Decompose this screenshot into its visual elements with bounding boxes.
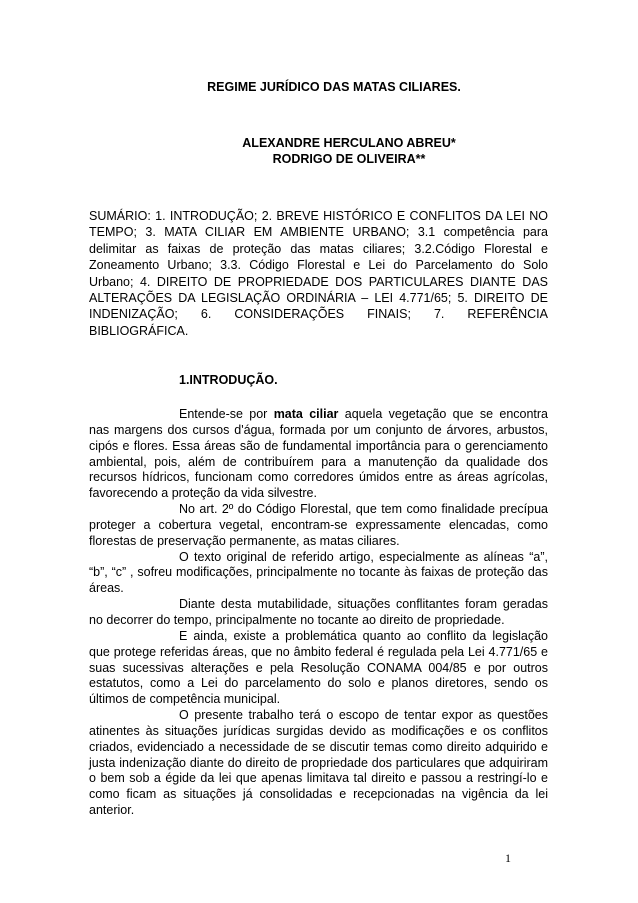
paragraph: No art. 2º do Código Florestal, que tem como finalidade precípua proteger a cobertura vegetal, encontram-se expressamente elencadas, como florestas de preservação permanente, as matas ciliares. bbox=[89, 502, 548, 548]
paragraph-text: aquela vegetação que se encontra nas margens dos cursos d'água, formada por um conjunto de árvores, arbustos, cipós e flores. Essa áreas são de fundamental importância para o gerenciamento ambiental, pois, além de contribuírem para a manutenção da qualidade dos recursos hídricos, funcionam como corredores úmidos entre as áreas agrícolas, favorecendo a proteção da vida silvestre. bbox=[89, 407, 549, 501]
author-list bbox=[0, 135, 638, 167]
paragraph: Diante desta mutabilidade, situações conflitantes foram geradas no decorrer do tempo, principalmente no tocante ao direito de propriedade. bbox=[89, 597, 548, 627]
paragraph: O texto original de referido artigo, especialmente as alíneas “a”, “b”, “c” , sofreu modificações, principalmente no tocante às faixas de proteção das áreas. bbox=[89, 549, 548, 596]
page-number: 1 bbox=[505, 851, 511, 865]
body-text bbox=[89, 407, 548, 819]
document-title: REGIME JURÍDICO DAS MATAS CILIARES. bbox=[207, 80, 461, 94]
emphasized-term: mata ciliar bbox=[273, 407, 339, 421]
author-name: RODRIGO DE OLIVEIRA** bbox=[272, 152, 426, 166]
author-name: ALEXANDRE HERCULANO ABREU* bbox=[242, 136, 456, 150]
section-heading: 1.INTRODUÇÃO. bbox=[179, 373, 278, 387]
summary-paragraph: SUMÁRIO: 1. INTRODUÇÃO; 2. BREVE HISTÓRICO E CONFLITOS DA LEI NO TEMPO; 3. MATA CILIAR EM AMBIENTE URBANO; 3.1 competência para delimitar as faixas de proteção das matas ciliares; 3.2.Código Florestal e Zoneamento Urbano; 3.3. Código Florestal e Lei do Parcelamento do Solo Urbano; 4. DIREITO DE PROPRIEDADE DOS PARTICULARES DIANTE DAS ALTERAÇÕES DA LEGISLAÇÃO ORDINÁRIA – LEI 4.771/65; 5. DIREITO DE INDENIZAÇÃO; 6. CONSIDERAÇÕES FINAIS; 7. REFERÊNCIA BIBLIOGRÁFICA. bbox=[89, 209, 548, 338]
paragraph-text: Entende-se por bbox=[179, 407, 274, 421]
paragraph: E ainda, existe a problemática quanto ao conflito da legislação que protege referidas áreas, que no âmbito federal é regulada pela Lei 4.771/65 e suas sucessivas alterações e pela Resolução CONAMA 004/85 e por outros estatutos, como a Lei do parcelamento do solo e planos diretores, sendo os últimos de competência municipal. bbox=[89, 628, 548, 707]
paragraph bbox=[89, 407, 548, 502]
paragraph: O presente trabalho terá o escopo de tentar expor as questões atinentes às situações jurídicas surgidas devido as modificações e os conflitos criados, evidenciado a necessidade de se discutir temas como direito adquirido e justa indenização diante do direito de propriedade dos particulares que adquiriram o bem sob a égide da lei que apenas limitava tal direito e passou a restringí-lo e como ficam as situações já consolidadas e recepcionadas na vigência da lei anterior. bbox=[89, 708, 548, 818]
